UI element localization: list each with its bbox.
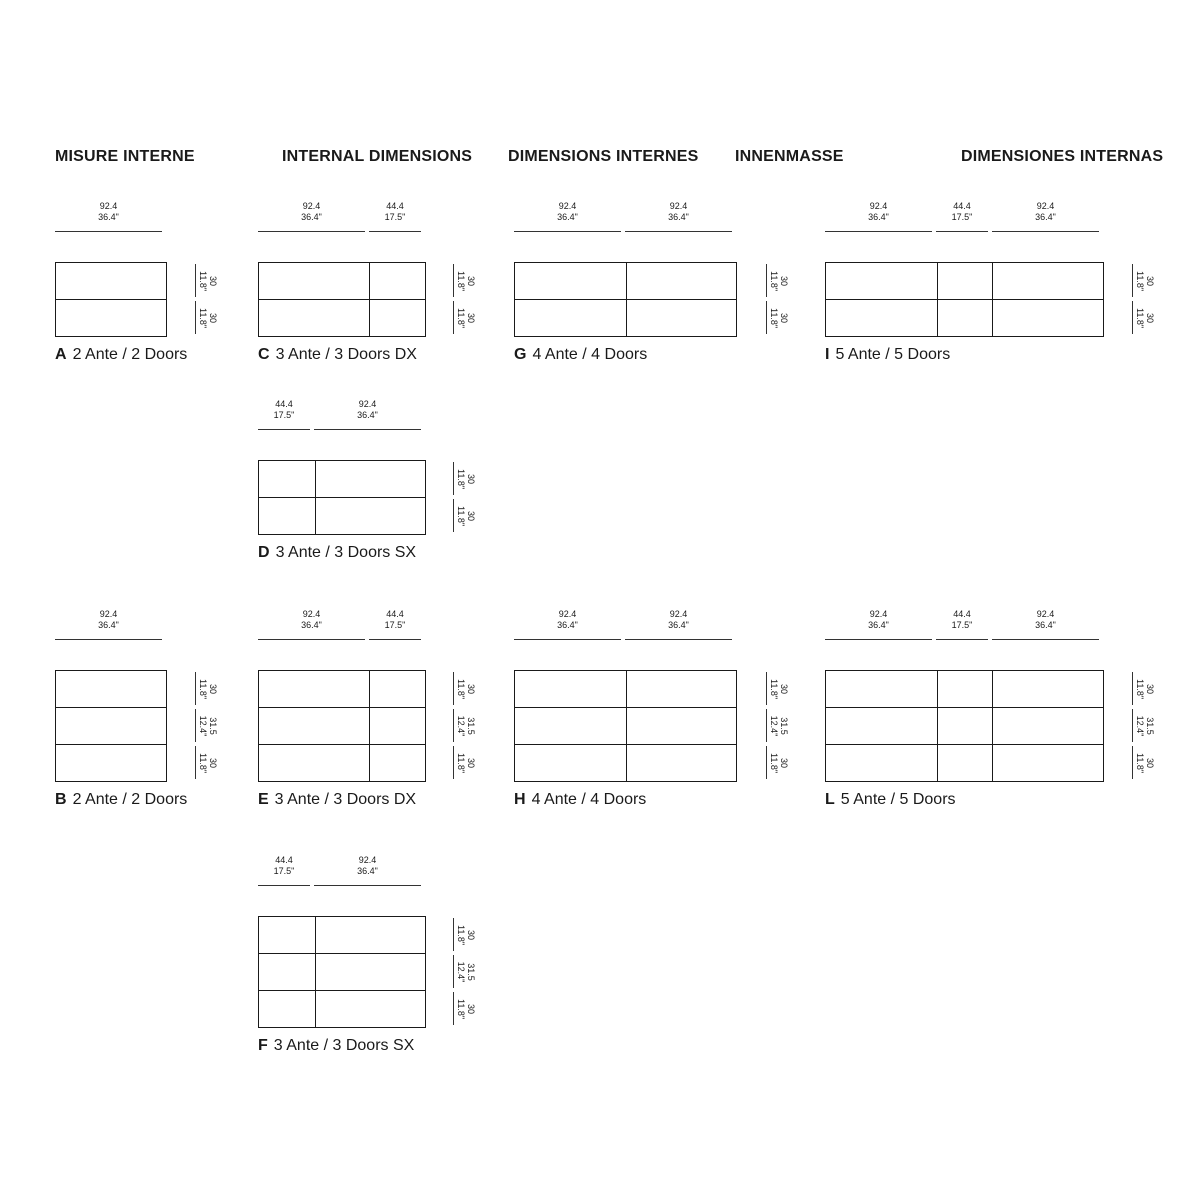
header-misure-interne: MISURE INTERNE (55, 148, 195, 165)
module-caption (514, 791, 646, 809)
height-dimension (766, 672, 790, 705)
height-dimension-label (456, 998, 476, 1018)
door-panel (938, 671, 993, 707)
height-cm: 30 (778, 312, 789, 323)
cabinet-column (826, 671, 937, 781)
module-label: 3 Ante / 3 Doors DX (275, 346, 417, 363)
door-panel (993, 671, 1103, 707)
door-panel (993, 744, 1103, 781)
height-in: 11.8" (1134, 752, 1145, 773)
width-dimension-label (514, 609, 621, 631)
width-cm: 92.4 (558, 201, 577, 211)
cabinet-column (937, 671, 993, 781)
module-label: 3 Ante / 3 Doors SX (275, 544, 417, 561)
height-in: 11.8" (1134, 678, 1145, 699)
door-panel (826, 263, 937, 299)
cabinet-column (369, 671, 425, 781)
height-cm: 30 (465, 757, 476, 768)
width-in: 17.5" (951, 620, 973, 630)
width-cm: 44.4 (386, 609, 404, 619)
door-panel (316, 497, 425, 534)
height-in: 11.8" (455, 468, 466, 489)
width-cm: 44.4 (275, 855, 293, 865)
height-in: 11.8" (1134, 270, 1145, 291)
width-dimension-label (825, 201, 932, 223)
module-caption (258, 791, 416, 809)
door-panel (627, 744, 737, 781)
module-letter: A (55, 346, 67, 363)
cabinet-column (315, 461, 425, 534)
cabinet-outline (825, 670, 1104, 782)
door-panel (515, 263, 626, 299)
cabinet-column (259, 917, 315, 1027)
width-dimension (55, 609, 162, 640)
module-caption (514, 346, 647, 364)
height-cm: 31.5 (778, 716, 789, 735)
height-in: 12.4" (1134, 715, 1145, 736)
width-in: 36.4" (301, 620, 322, 630)
height-dimension (453, 709, 477, 742)
width-dimension-label (514, 201, 621, 223)
height-dimension-label (456, 505, 476, 525)
height-cm: 30 (207, 683, 218, 694)
height-dimension-label (198, 270, 218, 290)
height-dimension (766, 746, 790, 779)
height-dimension-label (456, 752, 476, 772)
width-cm: 44.4 (275, 399, 293, 409)
height-dimension-label (769, 678, 789, 698)
height-dimension-label (769, 752, 789, 772)
height-cm: 30 (465, 1003, 476, 1014)
height-dimension-label (456, 715, 476, 736)
height-dimension-label (456, 270, 476, 290)
height-in: 11.8" (768, 307, 779, 328)
module-label: 4 Ante / 4 Doors (532, 346, 648, 363)
width-cm: 92.4 (558, 609, 577, 619)
door-panel (938, 744, 993, 781)
width-in: 17.5" (273, 866, 295, 876)
width-dimension-label (314, 855, 421, 877)
width-dimension-label (936, 609, 988, 631)
width-cm: 92.4 (869, 201, 888, 211)
door-panel (826, 299, 937, 336)
height-dimension (453, 499, 477, 532)
height-dimension-label (1135, 307, 1155, 327)
width-dimension (514, 609, 621, 640)
cabinet-column (826, 263, 937, 336)
width-in: 36.4" (98, 212, 119, 222)
door-panel (993, 263, 1103, 299)
header-internal-dimensions: INTERNAL DIMENSIONS (282, 148, 473, 165)
width-dimension-label (369, 201, 421, 223)
door-panel (370, 707, 425, 744)
module-letter: F (258, 1037, 268, 1054)
door-panel (938, 299, 993, 336)
height-in: 11.8" (197, 307, 208, 328)
height-cm: 30 (465, 312, 476, 323)
width-dimension (314, 855, 421, 886)
door-panel (259, 990, 315, 1027)
width-in: 36.4" (668, 620, 689, 630)
height-dimension-label (1135, 270, 1155, 290)
height-dimension-label (1135, 715, 1155, 736)
height-cm: 30 (1144, 683, 1155, 694)
height-cm: 30 (778, 757, 789, 768)
width-cm: 44.4 (953, 609, 971, 619)
height-dimension (453, 918, 477, 951)
cabinet-outline (514, 262, 737, 337)
door-panel (259, 671, 369, 707)
module-letter: L (825, 791, 835, 808)
height-dimension-label (456, 961, 476, 982)
height-cm: 30 (207, 312, 218, 323)
height-dimension (195, 264, 219, 297)
door-panel (370, 263, 425, 299)
width-cm: 92.4 (669, 201, 688, 211)
width-cm: 92.4 (669, 609, 688, 619)
door-panel (259, 497, 315, 534)
width-dimension-label (992, 201, 1099, 223)
width-dimension (936, 609, 988, 640)
width-dimension (825, 201, 932, 232)
width-dimension (369, 201, 421, 232)
width-dimension (258, 399, 310, 430)
module-caption (258, 544, 416, 562)
door-panel (515, 671, 626, 707)
module-label: 3 Ante / 3 Doors DX (274, 791, 417, 808)
width-dimension-label (55, 201, 162, 223)
height-cm: 31.5 (465, 962, 476, 981)
height-cm: 31.5 (465, 716, 476, 735)
door-panel (316, 953, 425, 990)
module-letter: B (55, 791, 67, 808)
width-dimension-label (936, 201, 988, 223)
height-in: 12.4" (455, 715, 466, 736)
height-dimension (1132, 672, 1156, 705)
height-cm: 30 (465, 929, 476, 940)
width-cm: 92.4 (302, 201, 321, 211)
width-in: 36.4" (301, 212, 322, 222)
module-caption (258, 1037, 414, 1055)
height-dimension (453, 955, 477, 988)
height-cm: 31.5 (1144, 716, 1155, 735)
height-dimension-label (769, 715, 789, 736)
width-dimension (625, 201, 732, 232)
door-panel (993, 707, 1103, 744)
door-panel (56, 263, 166, 299)
width-dimension-label (314, 399, 421, 421)
door-panel (56, 671, 166, 707)
height-cm: 30 (465, 275, 476, 286)
width-in: 17.5" (384, 620, 406, 630)
height-in: 11.8" (455, 505, 466, 526)
header-dimensiones-internas: DIMENSIONES INTERNAS (961, 148, 1164, 165)
module-label: 2 Ante / 2 Doors (72, 791, 188, 808)
height-cm: 30 (1144, 275, 1155, 286)
cabinet-column (626, 263, 737, 336)
header-dimensions-internes: DIMENSIONS INTERNES (508, 148, 699, 165)
width-dimension (314, 399, 421, 430)
door-panel (515, 299, 626, 336)
door-panel (627, 263, 737, 299)
width-in: 17.5" (951, 212, 973, 222)
width-in: 36.4" (868, 212, 889, 222)
width-dimension (992, 201, 1099, 232)
height-dimension (453, 672, 477, 705)
cabinet-column (259, 263, 369, 336)
door-panel (370, 671, 425, 707)
height-dimension (195, 709, 219, 742)
height-cm: 30 (465, 683, 476, 694)
width-in: 36.4" (557, 212, 578, 222)
height-dimension (1132, 746, 1156, 779)
cabinet-outline (258, 460, 426, 535)
cabinet-outline (825, 262, 1104, 337)
door-panel (316, 917, 425, 953)
height-dimension-label (1135, 752, 1155, 772)
height-in: 11.8" (197, 752, 208, 773)
height-in: 11.8" (455, 678, 466, 699)
height-cm: 30 (1144, 312, 1155, 323)
height-cm: 30 (207, 757, 218, 768)
width-in: 36.4" (1035, 620, 1056, 630)
width-in: 36.4" (1035, 212, 1056, 222)
width-dimension-label (992, 609, 1099, 631)
door-panel (826, 707, 937, 744)
cabinet-column (992, 671, 1103, 781)
width-dimension (55, 201, 162, 232)
module-caption (825, 791, 956, 809)
module-letter: I (825, 346, 830, 363)
height-dimension (453, 264, 477, 297)
door-panel (56, 707, 166, 744)
height-in: 12.4" (197, 715, 208, 736)
height-dimension-label (456, 678, 476, 698)
cabinet-outline (514, 670, 737, 782)
height-in: 12.4" (455, 961, 466, 982)
height-cm: 30 (778, 275, 789, 286)
height-in: 11.8" (1134, 307, 1145, 328)
height-cm: 30 (465, 510, 476, 521)
module-caption (258, 346, 417, 364)
height-dimension-label (769, 270, 789, 290)
door-panel (259, 707, 369, 744)
height-dimension (766, 264, 790, 297)
door-panel (627, 299, 737, 336)
width-cm: 44.4 (386, 201, 404, 211)
height-cm: 30 (207, 275, 218, 286)
door-panel (56, 299, 166, 336)
width-dimension-label (825, 609, 932, 631)
height-cm: 30 (778, 683, 789, 694)
height-in: 11.8" (768, 270, 779, 291)
height-dimension (453, 462, 477, 495)
cabinet-column (369, 263, 425, 336)
module-caption (825, 346, 950, 364)
cabinet-outline (55, 670, 167, 782)
width-in: 36.4" (668, 212, 689, 222)
module-label: 5 Ante / 5 Doors (840, 791, 956, 808)
module-caption (55, 346, 187, 364)
height-dimension (766, 709, 790, 742)
width-dimension-label (55, 609, 162, 631)
width-cm: 92.4 (358, 855, 377, 865)
door-panel (259, 744, 369, 781)
height-in: 11.8" (455, 924, 466, 945)
height-dimension (1132, 709, 1156, 742)
cabinet-column (626, 671, 737, 781)
door-panel (515, 744, 626, 781)
module-caption (55, 791, 187, 809)
module-label: 2 Ante / 2 Doors (72, 346, 188, 363)
height-dimension (453, 301, 477, 334)
height-in: 11.8" (455, 752, 466, 773)
door-panel (259, 299, 369, 336)
height-in: 11.8" (768, 678, 779, 699)
cabinet-column (56, 671, 166, 781)
width-dimension (258, 201, 365, 232)
width-dimension (625, 609, 732, 640)
width-dimension-label (258, 201, 365, 223)
width-dimension-label (258, 609, 365, 631)
height-dimension-label (198, 678, 218, 698)
height-dimension-label (456, 468, 476, 488)
module-label: 4 Ante / 4 Doors (531, 791, 647, 808)
height-dimension (195, 301, 219, 334)
height-dimension-label (198, 715, 218, 736)
cabinet-column (259, 461, 315, 534)
height-dimension-label (456, 924, 476, 944)
door-panel (316, 461, 425, 497)
height-dimension-label (198, 752, 218, 772)
door-panel (627, 707, 737, 744)
height-dimension (453, 746, 477, 779)
height-in: 12.4" (768, 715, 779, 736)
width-cm: 92.4 (358, 399, 377, 409)
module-letter: H (514, 791, 526, 808)
door-panel (627, 671, 737, 707)
width-in: 36.4" (357, 866, 378, 876)
door-panel (259, 263, 369, 299)
cabinet-column (937, 263, 993, 336)
height-dimension (1132, 264, 1156, 297)
door-panel (259, 953, 315, 990)
width-dimension-label (369, 609, 421, 631)
width-cm: 92.4 (99, 609, 118, 619)
width-dimension-label (258, 399, 310, 421)
width-dimension (992, 609, 1099, 640)
cabinet-column (56, 263, 166, 336)
width-dimension-label (625, 201, 732, 223)
module-letter: C (258, 346, 270, 363)
module-letter: D (258, 544, 270, 561)
width-cm: 44.4 (953, 201, 971, 211)
width-cm: 92.4 (99, 201, 118, 211)
width-in: 36.4" (557, 620, 578, 630)
door-panel (56, 744, 166, 781)
door-panel (938, 707, 993, 744)
door-panel (316, 990, 425, 1027)
height-dimension-label (769, 307, 789, 327)
height-dimension (195, 746, 219, 779)
module-label: 3 Ante / 3 Doors SX (273, 1037, 415, 1054)
width-in: 36.4" (868, 620, 889, 630)
module-letter: E (258, 791, 269, 808)
height-in: 11.8" (197, 270, 208, 291)
cabinet-column (515, 671, 626, 781)
width-cm: 92.4 (302, 609, 321, 619)
height-dimension (1132, 301, 1156, 334)
width-dimension-label (258, 855, 310, 877)
door-panel (259, 917, 315, 953)
cabinet-outline (258, 916, 426, 1028)
height-cm: 30 (465, 473, 476, 484)
module-label: 5 Ante / 5 Doors (835, 346, 951, 363)
width-dimension (258, 609, 365, 640)
height-dimension-label (198, 307, 218, 327)
cabinet-column (259, 671, 369, 781)
cabinet-outline (55, 262, 167, 337)
width-in: 36.4" (98, 620, 119, 630)
width-dimension (258, 855, 310, 886)
height-in: 11.8" (455, 998, 466, 1019)
cabinet-column (515, 263, 626, 336)
width-dimension (369, 609, 421, 640)
door-panel (993, 299, 1103, 336)
height-dimension (195, 672, 219, 705)
height-cm: 30 (1144, 757, 1155, 768)
width-dimension (825, 609, 932, 640)
width-cm: 92.4 (1036, 609, 1055, 619)
height-dimension (766, 301, 790, 334)
height-in: 11.8" (455, 307, 466, 328)
width-cm: 92.4 (1036, 201, 1055, 211)
height-dimension-label (1135, 678, 1155, 698)
width-in: 17.5" (273, 410, 295, 420)
width-cm: 92.4 (869, 609, 888, 619)
width-dimension (514, 201, 621, 232)
width-in: 36.4" (357, 410, 378, 420)
door-panel (515, 707, 626, 744)
cabinet-column (992, 263, 1103, 336)
door-panel (826, 744, 937, 781)
height-cm: 31.5 (207, 716, 218, 735)
module-letter: G (514, 346, 527, 363)
height-dimension-label (456, 307, 476, 327)
cabinet-outline (258, 262, 426, 337)
width-dimension (936, 201, 988, 232)
door-panel (370, 744, 425, 781)
door-panel (259, 461, 315, 497)
width-in: 17.5" (384, 212, 406, 222)
door-panel (826, 671, 937, 707)
header-innenmasse: INNENMASSE (735, 148, 844, 165)
cabinet-outline (258, 670, 426, 782)
height-in: 11.8" (197, 678, 208, 699)
width-dimension-label (625, 609, 732, 631)
cabinet-column (315, 917, 425, 1027)
height-in: 11.8" (768, 752, 779, 773)
height-dimension (453, 992, 477, 1025)
height-in: 11.8" (455, 270, 466, 291)
door-panel (938, 263, 993, 299)
door-panel (370, 299, 425, 336)
